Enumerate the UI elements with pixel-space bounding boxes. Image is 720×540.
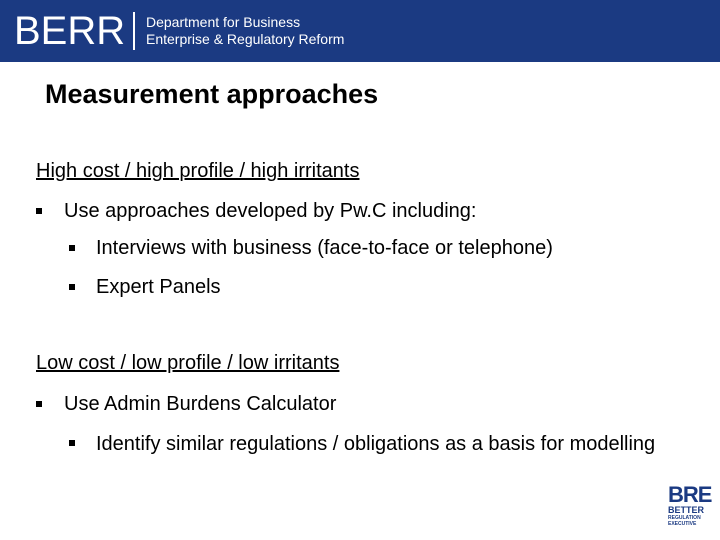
bre-logo-abbr: BRE — [668, 482, 712, 507]
department-name-line2: Enterprise & Regulatory Reform — [146, 31, 345, 47]
sub-bullet-text: Identify similar regulations / obligations as a basis for modelling — [96, 433, 656, 455]
bre-logo-line2: REGULATION — [668, 515, 701, 521]
department-name-line1: Department for Business — [146, 14, 301, 30]
bullet-square-icon — [69, 440, 75, 446]
section-heading-low-cost: Low cost / low profile / low irritants — [36, 352, 340, 374]
bullet-text: Use Admin Burdens Calculator — [64, 393, 337, 415]
section-heading-high-cost: High cost / high profile / high irritants — [36, 160, 360, 182]
berr-logo: BERR — [14, 9, 126, 53]
sub-bullet-text: Expert Panels — [96, 276, 221, 298]
bullet-text: Use approaches developed by Pw.C including: — [64, 200, 477, 222]
bullet-square-icon — [69, 284, 75, 290]
logo-divider — [133, 12, 135, 50]
header-bar — [0, 0, 720, 62]
bullet-square-icon — [69, 245, 75, 251]
sub-bullet-text: Interviews with business (face-to-face or telephone) — [96, 237, 553, 259]
bre-logo — [668, 484, 716, 527]
bre-logo-line3: EXECUTIVE — [668, 521, 697, 527]
slide-title: Measurement approaches — [45, 79, 379, 109]
bullet-square-icon — [36, 208, 42, 214]
bre-logo-line1: BETTER — [668, 505, 704, 515]
bullet-square-icon — [36, 401, 42, 407]
